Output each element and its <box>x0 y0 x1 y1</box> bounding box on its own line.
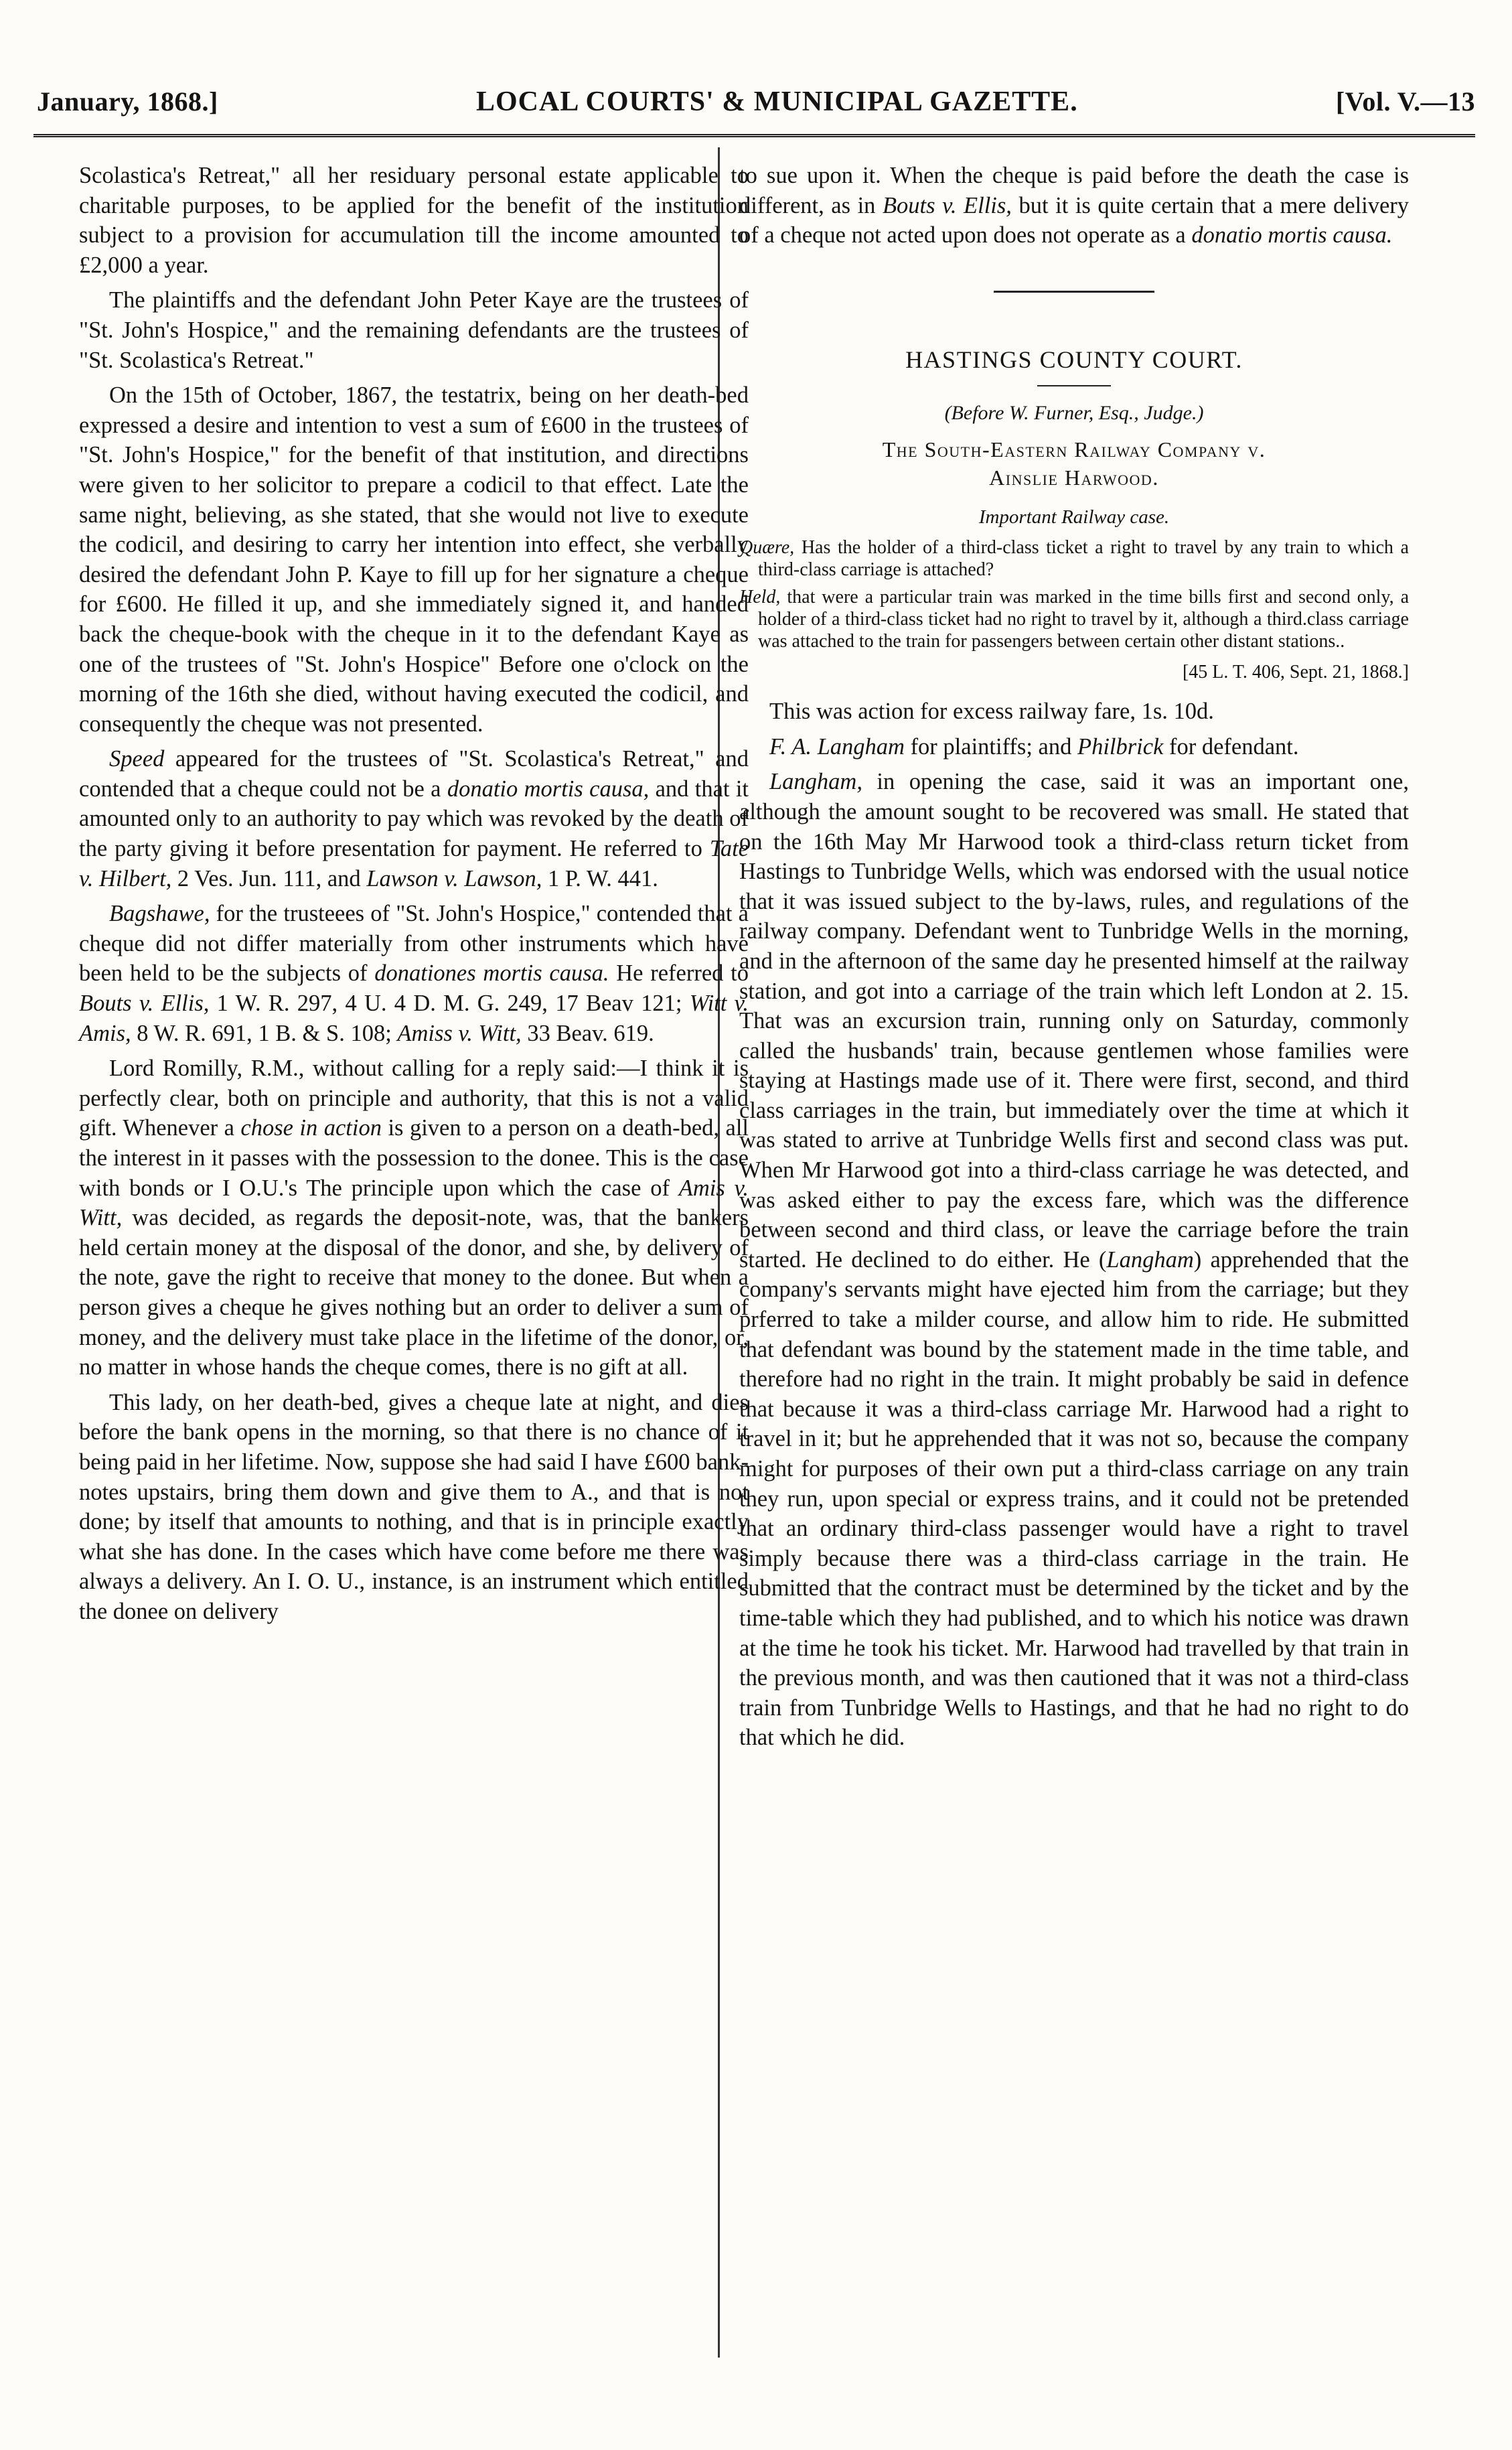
latin-term: chose in action <box>240 1115 382 1141</box>
text-run: He referred to <box>609 960 749 987</box>
text-run: for defendant. <box>1163 733 1299 760</box>
text-run: Lord Romilly, R.M., without calling for a reply said:—I think it is perfectly clear, both on principle and authority, that this is not a valid gift. Whenever a <box>79 1056 749 1141</box>
paragraph: Scolastica's Retreat," all her residuary personal estate applicable to charitable purposes, to be applied for the benefit of the institution subject to a provision for accumulation till the income amounted to £2,000 a year. <box>79 163 749 278</box>
left-column <box>79 161 749 1632</box>
text-run: appeared for the trustees of "St. Scolastica's Retreat," and contended that a cheque could not be a <box>79 746 749 802</box>
case-note: Important Railway case. <box>978 506 1170 528</box>
text-run: was decided, as regards the deposit-note, was, that the bankers held certain money at the disposal of the donor, and she, by delivery of the note, gave the right to receive that money to the donee. But when a person gives a cheque he gives nothing but an order to deliver a sum of money, and the delivery must take place in the lifetime of the donor, or, no matter in whose hands the cheque comes, there is no gift at all. <box>79 1205 749 1380</box>
paragraph: The plaintiffs and the defendant John Peter Kaye are the trustees of "St. John's Hospice," and the remaining defendants are the trustees of "St. Scolastica's Retreat." <box>79 287 749 373</box>
header-volume-page: [Vol. V.—13 <box>1335 86 1475 117</box>
counsel-name: Langham, <box>769 769 862 795</box>
running-header <box>37 86 1475 118</box>
text-run: ) apprehended that the company's servants might have ejected him from the carriage; but they prferred to take a milder course, and allow him to ride. He submitted that defendant was bound by the statement made in the time table, and therefore had no right in the train. It might probably be said in defence that because it was a third-class carriage Mr. Harwood had a right to travel in it; but he apprehended that it was not so, because the company might for purposes of their own put a third-class carriage on any train they run, upon special or express trains, and it could not be pretended that an ordinary third-class passenger would have a right to travel simply because there was a third-class carriage in the train. He submitted that the contract must be determined by the ticket and by the time-table which they had published, and to which his notice was drawn at the time he took his ticket. Mr. Harwood had travelled by that train in the previous month, and was then cautioned that it was not a third-class train from Tunbridge Wells to Hastings, and that he had no right to do that which he did. <box>739 1246 1409 1751</box>
paragraph: On the 15th of October, 1867, the testatrix, being on her death-bed expressed a desire and intention to vest a sum of £600 in the trustees of "St. John's Hospice," for the benefit of that institution, and directions were given to her solicitor to prepare a codicil to that effect. Late the same night, believing, as she stated, that she would not live to execute the codicil, and desiring to carry her intention into effect, she verbally desired the defendant John P. Kaye to fill up for her signature a cheque for £600. He filled it up, and she immediately signed it, and handed back the cheque-book with the cheque in it to the defendant Kaye as one of the trustees of "St. John's Hospice" Before one o'clock on the morning of the 16th she died, without having executed the codicil, and consequently the cheque was not presented. <box>79 382 749 737</box>
judge-line: (Before W. Furner, Esq., Judge.) <box>944 402 1204 425</box>
paragraph-langham-opening <box>739 767 1409 1753</box>
case-citation: Amiss v. Witt, <box>397 1020 522 1046</box>
header-rule <box>33 134 1475 140</box>
case-citation: Bouts v. Ellis, <box>79 991 210 1017</box>
case-name-line-1: The South-Eastern Railway Company v. <box>882 437 1266 461</box>
latin-term: donationes mortis causa. <box>374 960 609 987</box>
counsel-name: Bagshawe, <box>109 901 210 927</box>
counsel-name: Langham <box>1106 1246 1194 1273</box>
header-publication-title: LOCAL COURTS' & MUNICIPAL GAZETTE. <box>475 86 1078 117</box>
case-citation: Amis v. Witt, <box>79 1175 749 1231</box>
latin-term: donatio mortis causa, <box>447 776 650 802</box>
headnote-label: Held, <box>739 586 781 607</box>
paragraph: This was action for excess railway fare, 1s. 10d. <box>769 699 1214 725</box>
header-date: January, 1868.] <box>37 86 218 117</box>
paragraph-speed-argument <box>79 744 749 893</box>
text-run: in opening the case, said it was an important one, although the amount sought to be recovered was small. He stated that on the 16th May Mr Harwood took a third-class return ticket from Hastings to Tunbridge Wells, which was endorsed with the usual notice that it was issued subject to the by-laws, rules, and regulations of the railway company. Defendant went to Tunbridge Wells in the morning, and in the afternoon of the same day he presented himself at the railway station, and got into a carriage of the train which left London at 2. 15. That was an excursion train, running only on Saturday, commonly called the husbands' train, because gentlemen whose families were staying at Hastings made use of it. There were first, second, and third class carriages in the train, but immediately over the time at which it was stated to arrive at Tunbridge Wells first and second class was put. When Mr Harwood got into a third-class carriage he was detected, and was asked either to pay the excess fare, which was the difference between second and third class, or leave the carriage before the train started. He declined to do either. He ( <box>739 769 1409 1273</box>
paragraph-continuation <box>739 161 1409 250</box>
text-run: 1 W. R. 297, 4 U. 4 D. M. G. 249, 17 Beav 121; <box>209 991 690 1017</box>
section-rule <box>994 291 1154 293</box>
counsel-name: Speed <box>109 746 165 772</box>
case-citation: Lawson v. Lawson, <box>366 865 542 891</box>
text-run: for the trusteees of "St. John's Hospice," contended that a cheque did not differ materially from other instruments which have been held to be the subjects of <box>79 901 749 987</box>
text-run: is given to a person on a death-bed, all the interest in it passes with the possession to the donee. This is the case with bonds or I O.U.'s The principle upon which the case of <box>79 1115 749 1201</box>
text-run: 1 P. W. 441. <box>542 865 658 891</box>
case-citation: Witt v. Amis, <box>79 991 749 1046</box>
text-run: for plaintiffs; and <box>904 733 1077 760</box>
headnote-held <box>739 586 1409 652</box>
text-run: to sue upon it. When the cheque is paid before the death the case is different, as in <box>739 163 1409 218</box>
text-run: 33 Beav. 619. <box>521 1020 654 1046</box>
counsel-name: Philbrick <box>1077 733 1164 760</box>
paragraph: This lady, on her death-bed, gives a cheque late at night, and dies before the bank opens in the morning, so that there is no chance of it being paid in her lifetime. Now, suppose she had said I have £600 bank-notes upstairs, bring them down and give them to A., and that is not done; by itself that amounts to nothing, and that is in principle exactly what she has done. In the cases which have come before me there was always a delivery. An I. O. U., instance, is an instrument which entitled the donee on delivery <box>79 1389 749 1624</box>
text-run: that were a particular train was marked in the time bills first and second only, a holder of a third-class ticket had no right to travel by it, although a third.class carriage was attached to the train for passengers between certain other distant stations.. <box>758 586 1409 652</box>
text-run: but it is quite certain that a mere delivery of a cheque not acted upon does not operate as a <box>739 192 1409 248</box>
paragraph-counsel <box>739 732 1409 762</box>
text-run: and that it amounted only to an authority to pay which was revoked by the death of the party giving it before presentation for payment. He referred to <box>79 776 749 862</box>
text-run: Has the holder of a third-class ticket a right to travel by any train to which a third-class carriage is attached? <box>758 536 1409 580</box>
headnote-quaere <box>739 536 1409 581</box>
case-citation: Bouts v. Ellis, <box>882 192 1012 218</box>
court-heading: HASTINGS COUNTY COURT. <box>905 346 1243 373</box>
case-name-line-2: Ainslie Harwood. <box>989 465 1159 490</box>
right-column <box>739 161 1409 1758</box>
headnote-label: Quære, <box>739 536 795 558</box>
counsel-name: F. A. Langham <box>769 733 905 760</box>
case-citation: Tate v. Hilbert, <box>79 836 749 891</box>
latin-term: donatio mortis causa. <box>1191 222 1393 248</box>
paragraph-judgment <box>79 1054 749 1382</box>
paragraph-bagshawe-argument <box>79 899 749 1048</box>
text-run: 2 Ves. Jun. 111, and <box>171 865 367 891</box>
heading-rule <box>1037 385 1111 386</box>
text-run: 8 W. R. 691, 1 B. & S. 108; <box>131 1020 398 1046</box>
report-citation: [45 L. T. 406, Sept. 21, 1868.] <box>1182 661 1409 682</box>
